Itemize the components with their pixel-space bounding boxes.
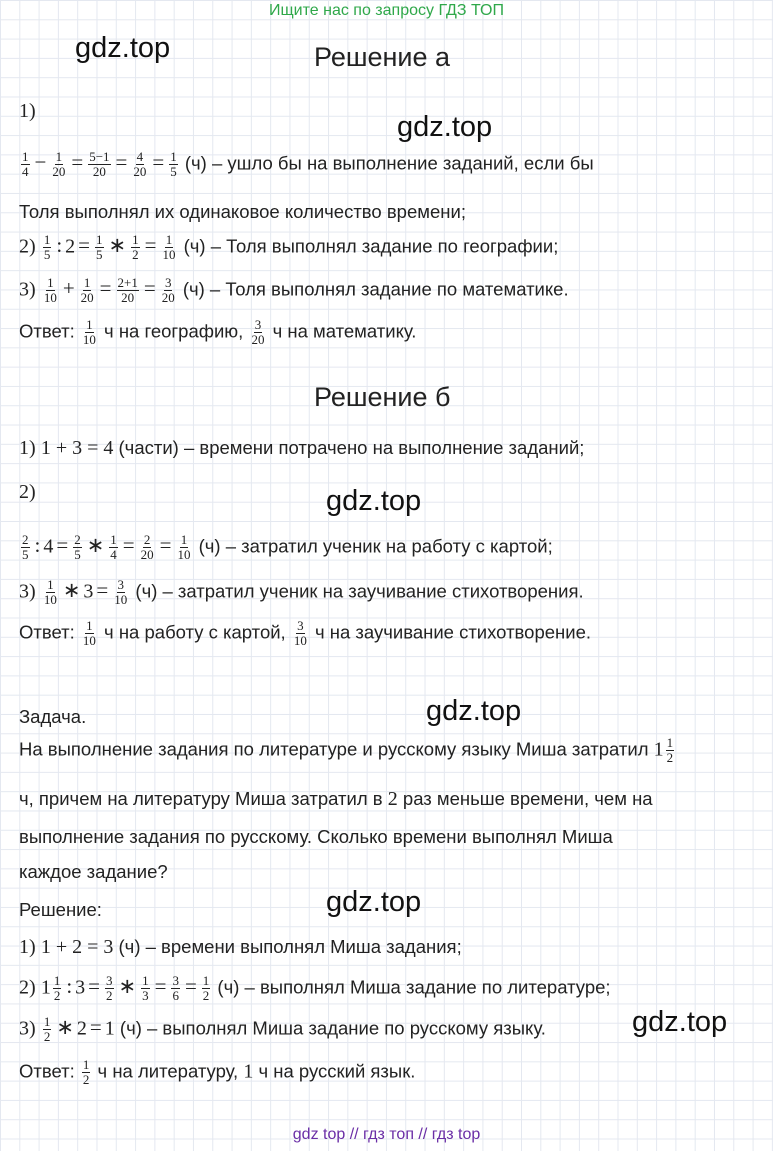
section-b-step2: $\frac{2}{5}$ : 4 = $\frac{2}{5}$ ∗ $\frac{1}{4}$ = $\frac{2}{20}$ = $\frac{1}{10}$ (ч) – затратил ученик на работу с картой;: [22, 532, 553, 562]
section-b-title: Решение б: [314, 382, 451, 412]
task-line4: каждое задание?: [19, 861, 168, 882]
task-step3: 3) $\frac{1}{2}$ ∗ 2 = 1 (ч) – выполнял Миша задание по русскому языку.: [19, 1014, 546, 1044]
step-label: 1): [19, 100, 36, 122]
task-line1: На выполнение задания по литературе и русскому языку Миша затратил 1 $\frac{1}{2}$: [19, 735, 674, 765]
section-b-step3: 3) $\frac{1}{10}$ ∗ 3 = $\frac{3}{10}$ (ч) – затратил ученик на заучивание стихотворения.: [19, 577, 584, 607]
section-a-step1-cont: Толя выполнял их одинаковое количество времени;: [19, 201, 466, 222]
search-banner[interactable]: Ищите нас по запросу ГДЗ ТОП: [269, 2, 504, 19]
task-answer: Ответ: $\frac{1}{2}$ ч на литературу, 1 ч на русский язык.: [19, 1057, 416, 1087]
task-label: Задача.: [19, 706, 87, 727]
watermark: gdz.top: [75, 32, 171, 64]
task-step2: 2) 1 $\frac{1}{2}$ : 3 = $\frac{3}{2}$ ∗ $\frac{1}{3}$ = $\frac{3}{6}$ = $\frac{1}{2}$ (ч) – выполнял Миша задание по литературе;: [19, 973, 611, 1003]
section-a-step3: 3) $\frac{1}{10}$ + $\frac{1}{20}$ = $\frac{2+1}{20}$ = $\frac{3}{20}$ (ч) – Толя выполнял задание по математике.: [19, 275, 569, 305]
section-a-step1: $\frac{1}{4}$ − $\frac{1}{20}$ = $\frac{5-1}{20}$ = $\frac{4}{20}$ = $\frac{1}{5}$ (ч) – ушло бы на выполнение заданий, если бы: [22, 149, 594, 179]
task-step1: 1) 1 + 2 = 3 (ч) – времени выполнял Миша задания;: [19, 936, 462, 958]
section-a-title: Решение а: [314, 42, 451, 72]
step-label: 2): [19, 481, 36, 503]
watermark: gdz.top: [326, 886, 422, 918]
task-line2: ч, причем на литературу Миша затратил в 2 раз меньше времени, чем на: [19, 788, 653, 810]
solution-label: Решение:: [19, 899, 102, 920]
section-a-answer: Ответ: $\frac{1}{10}$ ч на географию, $\frac{3}{20}$ ч на математику.: [19, 317, 417, 347]
fraction: $\frac{1}{4}$: [22, 149, 29, 179]
section-b-step1: 1) 1 + 3 = 4 (части) – времени потрачено на выполнение заданий;: [19, 437, 585, 459]
section-b-answer: Ответ: $\frac{1}{10}$ ч на работу с картой, $\frac{3}{10}$ ч на заучивание стихотворение.: [19, 618, 592, 648]
section-a-step2: 2) $\frac{1}{5}$ : 2 = $\frac{1}{5}$ ∗ $\frac{1}{2}$ = $\frac{1}{10}$ (ч) – Толя выполнял задание по географии;: [19, 232, 559, 262]
watermark: gdz.top: [397, 111, 493, 143]
watermark: gdz.top: [426, 695, 522, 727]
watermark: gdz.top: [326, 485, 422, 517]
watermark: gdz.top: [632, 1006, 728, 1038]
task-line3: выполнение задания по русскому. Сколько времени выполнял Миша: [19, 826, 613, 847]
footer-links[interactable]: gdz top // гдз топ // гдз top: [292, 1126, 481, 1143]
